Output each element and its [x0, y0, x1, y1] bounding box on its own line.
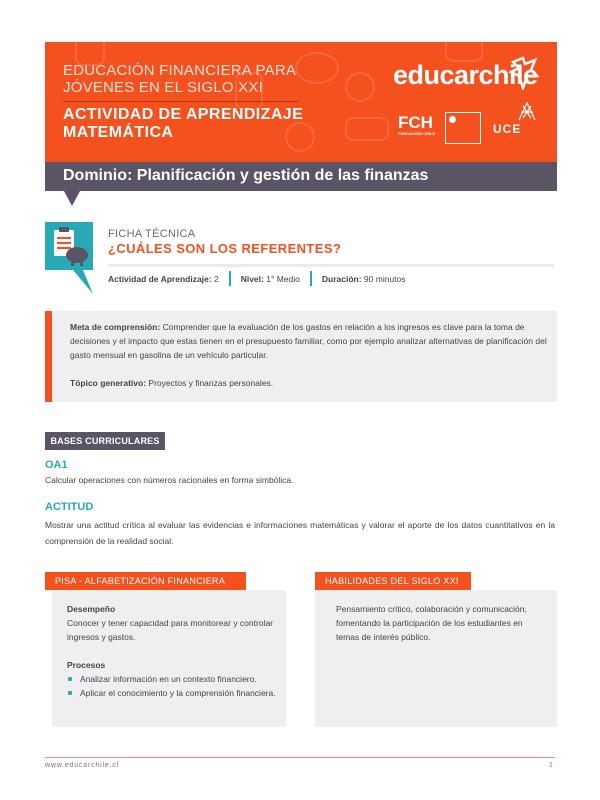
footer-url[interactable]: www.educarchile.cl: [45, 762, 119, 769]
domain-pointer: [64, 191, 80, 206]
actividad-info: Actividad de Aprendizaje: 2: [108, 273, 219, 284]
series-title: EDUCACIÓN FINANCIERA PARA JÓVENES EN EL SIGLO XXI: [63, 62, 297, 96]
procesos-list: [67, 672, 277, 700]
header-divider: [63, 101, 299, 102]
header-banner: [45, 42, 557, 162]
ficha-label: FICHA TÉCNICA: [108, 228, 196, 240]
page-number: 1: [549, 762, 553, 769]
duracion-info: Duración: 90 minutos: [321, 273, 406, 284]
clipboard-piggybank-icon: [45, 222, 93, 294]
ficha-divider: [108, 264, 554, 267]
gobierno-logo: [445, 112, 481, 144]
actitud-text: Mostrar una actitud crítica al evaluar las evidencias e informaciones matemáticas y valorar el aporte de los datos cuantitativos en la comprensión de la realidad social.: [45, 520, 555, 546]
meta-separator: [310, 271, 312, 286]
uce-logo: UCE: [493, 122, 522, 136]
topico-generativo: Tópico generativo: Proyectos y finanzas personales.: [70, 378, 274, 388]
meta-comprension: Meta de comprensión: Comprender que la evaluación de los gastos en relación a los ingresos es clave para la toma de decisiones y el impacto que estas tienen en el presupuesto familiar, como por ejemplo analizar alternativas de planificación del gasto mensual en gasolina de un vehículo particular.: [70, 322, 547, 360]
activity-meta: [108, 271, 406, 286]
fch-logo: FCH FUNDACIÓN CHILE: [398, 113, 436, 136]
actitud-title: ACTITUD: [45, 501, 94, 513]
domain-text: Dominio: Planificación y gestión de las finanzas: [63, 167, 429, 184]
domain-bar: [45, 162, 557, 191]
emblem-icon: [515, 100, 539, 124]
piggybank-bg-icon: [295, 52, 339, 84]
educarchile-logo: educarchile: [393, 60, 538, 90]
desempeno-text: Conocer y tener capacidad para monitorear y controlar ingresos y gastos.: [67, 618, 273, 642]
comprension-accent-bar: [45, 311, 52, 402]
nivel-info: Nivel: 1° Medio: [240, 273, 300, 284]
educarchile-star-icon: [509, 56, 539, 90]
desempeno-title: Desempeño: [67, 604, 116, 614]
wallet-bg-icon: [445, 42, 483, 62]
procesos-title: Procesos: [67, 660, 106, 670]
oa-title: OA1: [45, 459, 68, 471]
bill-bg-icon: [345, 117, 389, 141]
comprension-text: [70, 320, 550, 390]
footer-divider: [45, 757, 555, 758]
list-item: Aplicar el conocimiento y la comprensión financiera.: [67, 686, 277, 700]
activity-title: ACTIVIDAD DE APRENDIZAJE MATEMÁTICA: [63, 106, 304, 141]
pisa-content: [67, 602, 277, 700]
habilidades-text: Pensamiento crítico, colaboración y comunicación, fomentando la participación de los estudiantes en temas de interés público.: [336, 604, 527, 642]
pisa-tag: PISA - ALFABETIZACIÓN FINANCIERA: [45, 572, 246, 590]
habilidades-tag: HABILIDADES DEL SIGLO XXI: [315, 572, 471, 590]
list-item: Analizar información en un contexto financiero.: [67, 672, 277, 686]
bases-curriculares-tag: BASES CURRICULARES: [45, 432, 165, 450]
ficha-title: ¿CUÁLES SON LOS REFERENTES?: [108, 241, 342, 256]
meta-separator: [229, 271, 231, 286]
coin-bg-icon: [345, 72, 375, 102]
oa-text: Calcular operaciones con números racionales en forma simbólica.: [45, 475, 294, 485]
